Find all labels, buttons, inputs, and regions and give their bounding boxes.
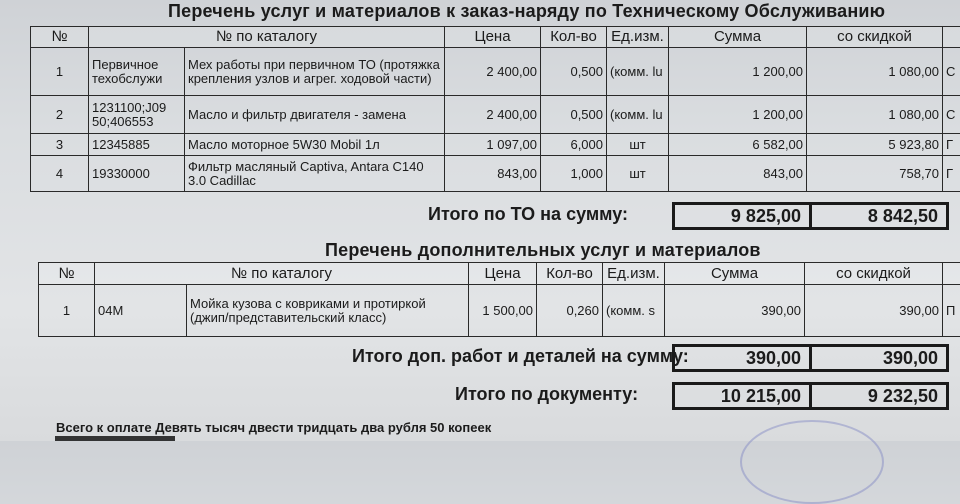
- table-header-row: [31, 27, 960, 48]
- table-row: [31, 156, 960, 192]
- header-number: №: [31, 27, 89, 48]
- table-row: [31, 134, 960, 156]
- amount-in-words: Всего к оплате Девять тысяч двести тридцать два рубля 50 копеек: [56, 420, 491, 435]
- header-catalog: № по каталогу: [89, 27, 445, 48]
- header-qty: Кол-во: [537, 263, 603, 285]
- row-catalog: 19330000: [89, 156, 185, 192]
- row-name: Мойка кузова с ковриками и протиркой (джип/представительский класс): [187, 285, 469, 337]
- header-unit: Ед.изм.: [603, 263, 665, 285]
- services-table: [30, 26, 960, 192]
- row-extra: С: [943, 96, 960, 134]
- section2-total-discount: 390,00: [809, 344, 949, 372]
- stamp-mark: [740, 420, 884, 504]
- header-discount: со скидкой: [807, 27, 943, 48]
- section1-total-sum: 9 825,00: [672, 202, 812, 230]
- row-price: 2 400,00: [445, 48, 541, 96]
- row-catalog: Первичное техобслужи: [89, 48, 185, 96]
- table-row: [31, 48, 960, 96]
- row-number: 2: [31, 96, 89, 134]
- row-unit: шт: [607, 156, 669, 192]
- grand-total-label: Итого по документу:: [455, 384, 638, 405]
- row-number: 3: [31, 134, 89, 156]
- header-price: Цена: [445, 27, 541, 48]
- row-discount: 1 080,00: [807, 48, 943, 96]
- row-extra: Г: [943, 156, 960, 192]
- section2-total-sum: 390,00: [672, 344, 812, 372]
- row-catalog: 04М: [95, 285, 187, 337]
- row-unit: (комм. lu: [607, 48, 669, 96]
- grand-total-discount: 9 232,50: [809, 382, 949, 410]
- row-qty: 6,000: [541, 134, 607, 156]
- row-qty: 1,000: [541, 156, 607, 192]
- row-discount: 390,00: [805, 285, 943, 337]
- table-row: [31, 96, 960, 134]
- row-catalog: 12345885: [89, 134, 185, 156]
- table-row: [39, 285, 960, 337]
- row-discount: 1 080,00: [807, 96, 943, 134]
- header-catalog: № по каталогу: [95, 263, 469, 285]
- row-discount: 5 923,80: [807, 134, 943, 156]
- section2-title: Перечень дополнительных услуг и материалов: [325, 240, 761, 261]
- row-unit: (комм. lu: [607, 96, 669, 134]
- row-sum: 1 200,00: [669, 96, 807, 134]
- row-name: Масло и фильтр двигателя - замена: [185, 96, 445, 134]
- header-qty: Кол-во: [541, 27, 607, 48]
- signature-line: [55, 436, 175, 441]
- row-name: Масло моторное 5W30 Mobil 1л: [185, 134, 445, 156]
- header-discount: со скидкой: [805, 263, 943, 285]
- row-number: 1: [31, 48, 89, 96]
- table-header-row: [39, 263, 960, 285]
- row-sum: 6 582,00: [669, 134, 807, 156]
- row-price: 1 500,00: [469, 285, 537, 337]
- row-name: Фильтр масляный Captiva, Antara C140 3.0 Cadillac: [185, 156, 445, 192]
- section1-total-label: Итого по ТО на сумму:: [428, 204, 628, 225]
- row-name: Мех работы при первичном ТО (протяжка крепления узлов и агрег. ходовой части): [185, 48, 445, 96]
- header-sum: Сумма: [665, 263, 805, 285]
- header-sum: Сумма: [669, 27, 807, 48]
- header-price: Цена: [469, 263, 537, 285]
- row-qty: 0,500: [541, 48, 607, 96]
- section2-total-label: Итого доп. работ и деталей на сумму:: [352, 346, 689, 367]
- row-number: 1: [39, 285, 95, 337]
- header-unit: Ед.изм.: [607, 27, 669, 48]
- section1-title: Перечень услуг и материалов к заказ-наряду по Техническому Обслуживанию: [168, 1, 885, 22]
- grand-total-sum: 10 215,00: [672, 382, 812, 410]
- row-price: 1 097,00: [445, 134, 541, 156]
- row-catalog: 1231100;J09 50;406553: [89, 96, 185, 134]
- row-qty: 0,500: [541, 96, 607, 134]
- row-extra: П: [943, 285, 960, 337]
- section1-total-discount: 8 842,50: [809, 202, 949, 230]
- row-extra: Г: [943, 134, 960, 156]
- row-qty: 0,260: [537, 285, 603, 337]
- row-unit: шт: [607, 134, 669, 156]
- row-sum: 390,00: [665, 285, 805, 337]
- header-number: №: [39, 263, 95, 285]
- row-sum: 1 200,00: [669, 48, 807, 96]
- row-unit: (комм. s: [603, 285, 665, 337]
- row-sum: 843,00: [669, 156, 807, 192]
- row-extra: С: [943, 48, 960, 96]
- row-price: 2 400,00: [445, 96, 541, 134]
- row-number: 4: [31, 156, 89, 192]
- row-price: 843,00: [445, 156, 541, 192]
- row-discount: 758,70: [807, 156, 943, 192]
- additional-services-table: [38, 262, 960, 337]
